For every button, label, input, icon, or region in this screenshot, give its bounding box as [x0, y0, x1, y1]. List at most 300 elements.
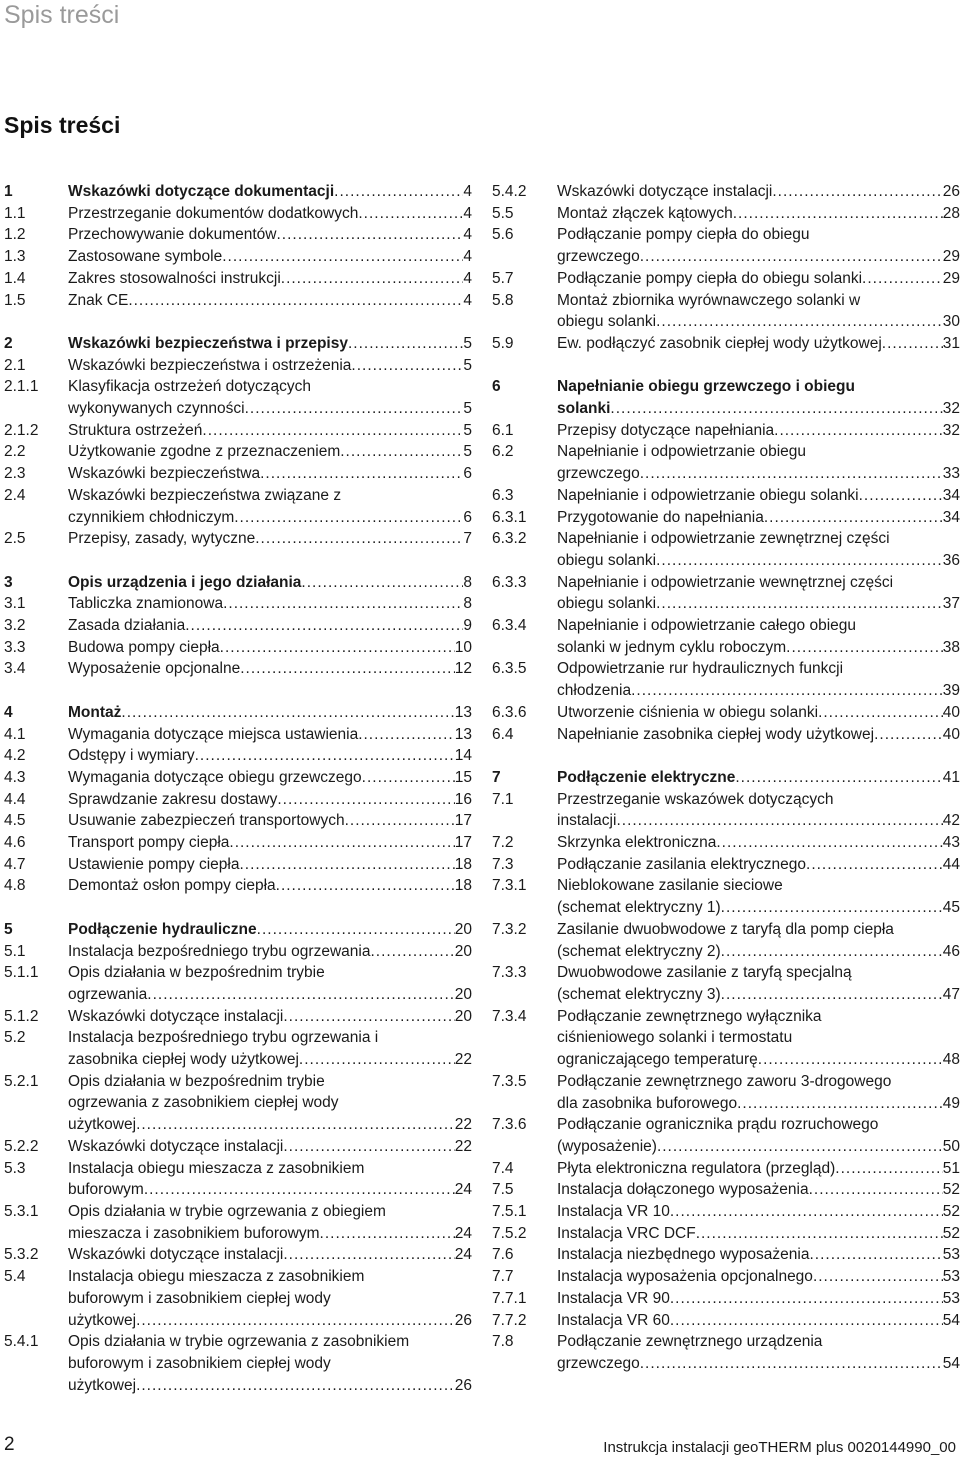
dot-leader: [640, 246, 943, 268]
toc-entry[interactable]: [0, 485, 472, 528]
toc-entry[interactable]: [0, 1071, 472, 1136]
running-header-title: Spis treści: [4, 1, 120, 29]
toc-entry-page: 24: [454, 1224, 472, 1242]
document-footer: Instrukcja instalacji geoTHERM plus 0020144990_00: [603, 1439, 956, 1456]
toc-entry-title-line: Ew. podłączyć zasobnik ciepłej wody użytkowej: [557, 334, 882, 352]
toc-entry-title-line: Instalacja VRC DCF: [557, 1224, 696, 1242]
toc-entry-page: 22: [454, 1116, 472, 1134]
toc-entry-page: 30: [942, 313, 960, 331]
toc-entry-number: 7.2: [492, 834, 514, 852]
toc-entry[interactable]: [0, 1006, 472, 1028]
toc-entry-title-line: solanki: [557, 400, 611, 418]
toc-entry-number: 3: [4, 573, 13, 591]
toc-entry-number: 5.9: [492, 334, 514, 352]
toc-entry-title-line: użytkowej: [68, 1116, 137, 1134]
toc-entry-title-line: Znak CE: [68, 291, 129, 309]
toc-entry[interactable]: [489, 1114, 960, 1157]
dot-leader: [348, 333, 463, 355]
toc-entry[interactable]: [489, 441, 960, 484]
toc-entry-number: 5.4.2: [492, 183, 527, 200]
toc-entry[interactable]: [489, 572, 960, 615]
toc-entry[interactable]: [0, 941, 472, 963]
toc-spacer: [489, 745, 960, 767]
dot-leader: [255, 528, 463, 550]
toc-entry-title-line: Budowa pompy ciepła: [68, 638, 220, 656]
toc-entry-number: 5.2.1: [4, 1072, 39, 1090]
toc-chapter-entry[interactable]: [0, 572, 472, 594]
toc-entry-number: 5.6: [492, 226, 514, 244]
toc-entry-title-line: Instalacja obiegu mieszacza z zasobnikiem: [68, 1159, 365, 1177]
toc-entry-title-line: Użytkowanie zgodne z przeznaczeniem: [68, 443, 341, 461]
toc-entry-title-line: Przechowywanie dokumentów: [68, 226, 277, 244]
toc-entry-title-line: grzewczego: [557, 465, 640, 483]
toc-entry-number: 1: [4, 183, 13, 200]
toc-entry[interactable]: [0, 355, 472, 377]
toc-entry-number: 7.6: [492, 1246, 514, 1264]
toc-entry[interactable]: [0, 1158, 472, 1201]
dot-leader: [640, 463, 943, 485]
toc-entry[interactable]: [489, 615, 960, 658]
dot-leader: [370, 941, 454, 963]
toc-entry-page: 24: [454, 1181, 472, 1199]
toc-entry-page: 9: [463, 617, 472, 635]
toc-entry[interactable]: [0, 528, 472, 550]
toc-entry[interactable]: [489, 1179, 960, 1201]
dot-leader: [721, 941, 943, 963]
toc-entry[interactable]: [489, 1201, 960, 1223]
toc-entry-title-line: Ustawienie pompy ciepła: [68, 855, 240, 873]
toc-entry[interactable]: [0, 376, 472, 419]
toc-entry-number: 7.7.2: [492, 1311, 527, 1329]
toc-entry-number: 7.8: [492, 1333, 514, 1351]
toc-chapter-entry[interactable]: [489, 376, 960, 419]
toc-entry-title-line: Przestrzeganie wskazówek dotyczących: [557, 790, 834, 808]
toc-entry-title-line: Zasilanie dwuobwodowe z taryfą dla pomp ciepła: [557, 920, 894, 938]
toc-chapter-entry[interactable]: [0, 181, 472, 203]
toc-entry-page: 42: [942, 812, 960, 830]
toc-entry[interactable]: [0, 1201, 472, 1244]
toc-entry-title-line: Podłączanie pompy ciepła do obiegu: [557, 226, 810, 244]
toc-entry-title-line: buforowym i zasobnikiem ciepłej wody: [68, 1354, 331, 1372]
toc-entry[interactable]: [489, 528, 960, 571]
dot-leader: [670, 1201, 943, 1223]
dot-leader: [362, 767, 455, 789]
toc-entry-number: 4.5: [4, 812, 26, 830]
toc-entry-page: 31: [942, 334, 960, 352]
dot-leader: [656, 550, 943, 572]
toc-entry-title-line: Napełnianie i odpowietrzanie obiegu solanki: [557, 486, 859, 504]
toc-entry-title-line: Wskazówki dotyczące instalacji: [557, 183, 773, 200]
dot-leader: [220, 637, 455, 659]
toc-entry[interactable]: [489, 724, 960, 746]
toc-entry-title-line: Instalacja obiegu mieszacza z zasobnikiem: [68, 1268, 365, 1286]
dot-leader: [147, 984, 454, 1006]
dot-leader: [882, 333, 943, 355]
toc-entry-number: 7.1: [492, 790, 514, 808]
toc-entry-title-line: obiegu solanki: [557, 313, 657, 331]
toc-column-left: [0, 181, 472, 1396]
toc-entry-number: 7.3: [492, 855, 514, 873]
toc-entry-title-line: Sprawdzanie zakresu dostawy: [68, 790, 278, 808]
toc-entry[interactable]: [0, 767, 472, 789]
dot-leader: [859, 485, 943, 507]
toc-entry[interactable]: [0, 290, 472, 312]
dot-leader: [136, 1114, 455, 1136]
toc-entry[interactable]: [489, 1071, 960, 1114]
toc-entry-title-line: czynnikiem chłodniczym: [68, 508, 235, 526]
dot-leader: [737, 1093, 943, 1115]
toc-chapter-entry[interactable]: [0, 702, 472, 724]
dot-leader: [260, 463, 463, 485]
toc-entry-page: 41: [942, 768, 960, 786]
toc-entry[interactable]: [489, 203, 960, 225]
toc-entry-title-line: Płyta elektroniczna regulatora (przegląd): [557, 1159, 836, 1177]
toc-entry-page: 4: [463, 204, 472, 222]
toc-entry-page: 26: [454, 1311, 472, 1329]
toc-entry-title-line: solanki w jednym cyklu roboczym: [557, 638, 787, 656]
toc-entry-page: 29: [942, 269, 960, 287]
toc-entry-title-line: mieszacza i zasobnikiem buforowym: [68, 1224, 320, 1242]
toc-entry-title-line: Wymagania dotyczące obiegu grzewczego: [68, 768, 362, 786]
toc-entry-title-line: grzewczego: [557, 248, 640, 266]
toc-spacer: [489, 355, 960, 377]
toc-entry-title-line: Przepisy dotyczące napełniania: [557, 421, 775, 439]
toc-entry-title-line: Opis działania w trybie ogrzewania z obiegiem: [68, 1202, 386, 1220]
toc-entry-title-line: Instalacja bezpośredniego trybu ogrzewania: [68, 942, 371, 960]
toc-entry[interactable]: [0, 246, 472, 268]
toc-entry-page: 49: [942, 1094, 960, 1112]
toc-entry[interactable]: [489, 333, 960, 355]
toc-entry-page: 14: [454, 747, 472, 765]
toc-entry-title-line: Odpowietrzanie rur hydraulicznych funkcji: [557, 660, 844, 678]
toc-entry[interactable]: [0, 463, 472, 485]
toc-entry-page: 20: [454, 942, 472, 960]
toc-entry-page: 10: [454, 638, 472, 656]
toc-entry-number: 7.4: [492, 1159, 514, 1177]
toc-entry-page: 22: [454, 1137, 472, 1155]
toc-entry[interactable]: [0, 832, 472, 854]
toc-entry-page: 48: [942, 1051, 960, 1069]
toc-entry-title-line: Skrzynka elektroniczna: [557, 834, 717, 852]
toc-entry-number: 5.1.1: [4, 964, 39, 982]
toc-entry-title-line: Instalacja wyposażenia opcjonalnego: [557, 1268, 813, 1286]
toc-entry[interactable]: [0, 810, 472, 832]
toc-entry[interactable]: [489, 420, 960, 442]
toc-entry-page: 20: [454, 920, 472, 938]
toc-entry-number: 7.5.2: [492, 1224, 527, 1242]
toc-entry-page: 54: [942, 1311, 960, 1329]
toc-entry-number: 1.1: [4, 204, 26, 222]
toc-entry-page: 12: [454, 660, 472, 678]
toc-entry[interactable]: [489, 832, 960, 854]
toc-entry-title-line: Instalacja VR 10: [557, 1203, 670, 1221]
toc-entry-title-line: obiegu solanki: [557, 595, 657, 613]
toc-entry-page: 53: [942, 1289, 960, 1307]
dot-leader: [245, 398, 464, 420]
toc-entry-page: 8: [463, 595, 472, 613]
toc-entry-title-line: ogrzewania z zasobnikiem ciepłej wody: [68, 1094, 339, 1112]
dot-leader: [670, 1288, 943, 1310]
toc-entry-title-line: Wskazówki dotyczące instalacji: [68, 1137, 284, 1155]
toc-entry-title-line: Instalacja bezpośredniego trybu ogrzewania i: [68, 1029, 379, 1047]
toc-entry-title-line: Napełnianie zasobnika ciepłej wody użytkowej: [557, 725, 875, 743]
toc-entry-page: 46: [942, 942, 960, 960]
toc-entry-number: 4: [4, 703, 13, 721]
toc-entry-number: 7.3.4: [492, 1007, 527, 1025]
toc-entry-number: 5.3: [4, 1159, 26, 1177]
toc-entry-title-line: Montaż: [68, 703, 122, 721]
dot-leader: [696, 1223, 943, 1245]
toc-entry[interactable]: [0, 637, 472, 659]
dot-leader: [631, 680, 943, 702]
toc-entry[interactable]: [489, 507, 960, 529]
toc-entry-page: 36: [942, 551, 960, 569]
toc-entry-number: 1.5: [4, 291, 26, 309]
toc-entry-title-line: Podłączanie pompy ciepła do obiegu solanki: [557, 269, 863, 287]
toc-entry-page: 39: [942, 682, 960, 700]
toc-entry-page: 4: [463, 226, 472, 244]
dot-leader: [202, 420, 463, 442]
toc-entry-number: 4.3: [4, 768, 26, 786]
toc-entry-page: 45: [942, 899, 960, 917]
toc-entry[interactable]: [489, 854, 960, 876]
toc-chapter-entry[interactable]: [0, 333, 472, 355]
toc-entry-title-line: (schemat elektryczny 3): [557, 985, 721, 1003]
toc-entry[interactable]: [0, 1266, 472, 1331]
dot-leader: [277, 789, 454, 811]
toc-entry-title-line: ogrzewania: [68, 985, 148, 1003]
toc-entry-number: 6.3: [492, 486, 514, 504]
dot-leader: [786, 637, 943, 659]
toc-entry-page: 40: [942, 725, 960, 743]
toc-entry[interactable]: [489, 1244, 960, 1266]
toc-entry-number: 6.1: [492, 421, 514, 439]
toc-entry-number: 6.4: [492, 725, 514, 743]
toc-entry[interactable]: [0, 962, 472, 1005]
toc-entry-page: 13: [454, 703, 472, 721]
toc-entry-title-line: Podłączanie zasilania elektrycznego: [557, 855, 807, 873]
toc-entry[interactable]: [489, 789, 960, 832]
toc-entry-page: 5: [463, 421, 472, 439]
toc-entry-number: 5.5: [492, 204, 514, 222]
toc-entry[interactable]: [489, 1223, 960, 1245]
dot-leader: [334, 181, 463, 203]
toc-entry-title-line: Przygotowanie do napełniania: [557, 508, 764, 526]
toc-entry-page: 22: [454, 1051, 472, 1069]
toc-entry-title-line: Utworzenie ciśnienia w obiegu solanki: [557, 703, 819, 721]
dot-leader: [283, 1006, 454, 1028]
toc-entry-number: 6: [492, 378, 501, 396]
dot-leader: [721, 897, 943, 919]
toc-entry-number: 2.3: [4, 465, 26, 483]
page-number: 2: [4, 1434, 15, 1455]
toc-entry-title-line: Podłączenie elektryczne: [557, 768, 736, 786]
toc-entry-page: 32: [942, 421, 960, 439]
toc-entry-title-line: Instalacja VR 90: [557, 1289, 670, 1307]
dot-leader: [257, 919, 455, 941]
toc-entry-title-line: Demontaż osłon pompy ciepła: [68, 877, 276, 895]
dot-leader: [809, 1179, 943, 1201]
dot-leader: [185, 615, 463, 637]
toc-entry-number: 6.3.3: [492, 573, 527, 591]
toc-entry-number: 4.1: [4, 725, 26, 743]
toc-entry-page: 20: [454, 1007, 472, 1025]
toc-entry-title-line: Napełnianie i odpowietrzanie całego obiegu: [557, 617, 857, 635]
toc-entry[interactable]: [0, 789, 472, 811]
toc-entry[interactable]: [489, 1006, 960, 1071]
toc-entry[interactable]: [489, 485, 960, 507]
toc-entry-number: 7.3.6: [492, 1116, 527, 1134]
toc-entry[interactable]: [489, 224, 960, 267]
toc-entry-page: 5: [463, 334, 472, 352]
toc-entry-number: 2.4: [4, 486, 26, 504]
toc-entry-page: 50: [942, 1137, 960, 1155]
toc-entry[interactable]: [0, 1331, 472, 1396]
toc-entry-title-line: Opis urządzenia i jego działania: [68, 573, 302, 591]
toc-entry-number: 2.5: [4, 530, 26, 548]
toc-entry[interactable]: [0, 875, 472, 897]
toc-entry-number: 5.4: [4, 1268, 26, 1286]
toc-entry[interactable]: [489, 181, 960, 203]
toc-entry-page: 16: [454, 790, 472, 808]
toc-entry[interactable]: [489, 875, 960, 918]
toc-entry[interactable]: [0, 1027, 472, 1070]
toc-entry-title-line: Wskazówki bezpieczeństwa: [68, 465, 261, 483]
toc-column-right: [489, 181, 960, 1375]
toc-entry-page: 6: [463, 465, 472, 483]
toc-entry[interactable]: [0, 1244, 472, 1266]
toc-entry[interactable]: [489, 1310, 960, 1332]
dot-leader: [283, 1244, 454, 1266]
toc-entry-page: 29: [942, 248, 960, 266]
toc-entry[interactable]: [0, 615, 472, 637]
toc-entry-number: 7.7.1: [492, 1289, 527, 1307]
toc-entry[interactable]: [0, 268, 472, 290]
toc-entry-page: 43: [942, 834, 960, 852]
toc-entry[interactable]: [0, 420, 472, 442]
toc-entry-title-line: Napełnianie i odpowietrzanie obiegu: [557, 443, 807, 461]
toc-entry-title-line: Zakres stosowalności instrukcji: [68, 269, 281, 287]
toc-entry-number: 4.6: [4, 834, 26, 852]
toc-entry-title-line: Instalacja VR 60: [557, 1311, 670, 1329]
toc-entry-number: 2.1.1: [4, 378, 39, 396]
toc-entry[interactable]: [489, 1266, 960, 1288]
toc-entry-number: 5.1.2: [4, 1007, 39, 1025]
dot-leader: [809, 1244, 942, 1266]
toc-entry-page: 4: [463, 291, 472, 309]
toc-chapter-entry[interactable]: [0, 919, 472, 941]
toc-entry-number: 4.7: [4, 855, 26, 873]
toc-entry-page: 7: [463, 530, 472, 548]
toc-entry[interactable]: [0, 724, 472, 746]
toc-entry-title-line: Odstępy i wymiary: [68, 747, 195, 765]
toc-entry-page: 6: [463, 508, 472, 526]
toc-entry-page: 53: [942, 1268, 960, 1286]
dot-leader: [670, 1310, 943, 1332]
toc-entry-page: 34: [942, 486, 960, 504]
toc-entry[interactable]: [0, 224, 472, 246]
toc-entry-title-line: wykonywanych czynności: [68, 400, 245, 418]
toc-entry-title-line: Przepisy, zasady, wytyczne: [68, 530, 256, 548]
toc-chapter-entry[interactable]: [489, 767, 960, 789]
toc-entry-page: 5: [463, 400, 472, 418]
toc-entry[interactable]: [0, 658, 472, 680]
toc-entry[interactable]: [489, 290, 960, 333]
toc-entry-title-line: Struktura ostrzeżeń: [68, 421, 203, 439]
toc-entry[interactable]: [0, 441, 472, 463]
toc-entry[interactable]: [489, 919, 960, 962]
dot-leader: [345, 810, 455, 832]
toc-entry-number: 6.3.2: [492, 530, 527, 548]
toc-entry-title-line: Instalacja dołączonego wyposażenia: [557, 1181, 809, 1199]
toc-entry[interactable]: [489, 1288, 960, 1310]
toc-entry-number: 5.4.1: [4, 1333, 39, 1351]
toc-entry[interactable]: [0, 593, 472, 615]
toc-entry-number: 1.3: [4, 248, 26, 266]
dot-leader: [656, 593, 943, 615]
toc-entry-title-line: Przestrzeganie dokumentów dodatkowych: [68, 204, 359, 222]
toc-entry-title-line: Wskazówki bezpieczeństwa i ostrzeżenia: [68, 356, 352, 374]
dot-leader: [299, 1049, 455, 1071]
toc-entry-title-line: Podłączanie zewnętrznego wyłącznika: [557, 1007, 822, 1025]
dot-leader: [813, 1266, 943, 1288]
dot-leader: [301, 572, 463, 594]
toc-entry-title-line: Opis działania w trybie ogrzewania z zasobnikiem: [68, 1333, 410, 1351]
toc-entry-title-line: Wymagania dotyczące miejsca ustawienia: [68, 725, 359, 743]
toc-entry-title-line: (schemat elektryczny 2): [557, 942, 721, 960]
dot-leader: [358, 724, 455, 746]
toc-entry[interactable]: [489, 702, 960, 724]
toc-entry[interactable]: [489, 658, 960, 701]
toc-entry-title-line: zasobnika ciepłej wody użytkowej: [68, 1051, 299, 1069]
toc-entry-title-line: Opis działania w bezpośrednim trybie: [68, 964, 325, 982]
dot-leader: [222, 246, 463, 268]
toc-entry-page: 32: [942, 400, 960, 418]
toc-entry-page: 28: [942, 204, 960, 222]
toc-entry[interactable]: [0, 854, 472, 876]
toc-entry-number: 7.3.3: [492, 964, 527, 982]
toc-spacer: [0, 311, 472, 333]
toc-entry-title-line: Podłączenie hydrauliczne: [68, 920, 257, 938]
toc-entry-number: 5.3.2: [4, 1246, 39, 1264]
toc-entry-page: 5: [463, 443, 472, 461]
toc-entry-title-line: Instalacja niezbędnego wyposażenia: [557, 1246, 810, 1264]
dot-leader: [144, 1179, 455, 1201]
toc-entry-page: 17: [454, 812, 472, 830]
toc-entry-number: 5.7: [492, 269, 514, 287]
toc-entry[interactable]: [0, 745, 472, 767]
toc-entry[interactable]: [0, 1136, 472, 1158]
toc-entry-title-line: użytkowej: [68, 1376, 137, 1394]
dot-leader: [616, 810, 942, 832]
dot-leader: [358, 203, 463, 225]
toc-entry[interactable]: [489, 1331, 960, 1374]
toc-entry[interactable]: [489, 962, 960, 1005]
dot-leader: [351, 355, 463, 377]
toc-entry-page: 24: [454, 1246, 472, 1264]
toc-entry-number: 5.2.2: [4, 1137, 39, 1155]
toc-entry-number: 3.3: [4, 638, 26, 656]
toc-entry[interactable]: [489, 268, 960, 290]
toc-entry-title-line: Podłączanie ogranicznika prądu rozruchowego: [557, 1116, 879, 1134]
toc-entry[interactable]: [489, 1158, 960, 1180]
toc-entry-title-line: Podłączanie zewnętrznego urządzenia: [557, 1333, 823, 1351]
dot-leader: [281, 268, 464, 290]
toc-entry-title-line: Zasada działania: [68, 617, 186, 635]
dot-leader: [239, 854, 454, 876]
toc-entry[interactable]: [0, 203, 472, 225]
toc-entry-title-line: Wskazówki dotyczące instalacji: [68, 1246, 284, 1264]
